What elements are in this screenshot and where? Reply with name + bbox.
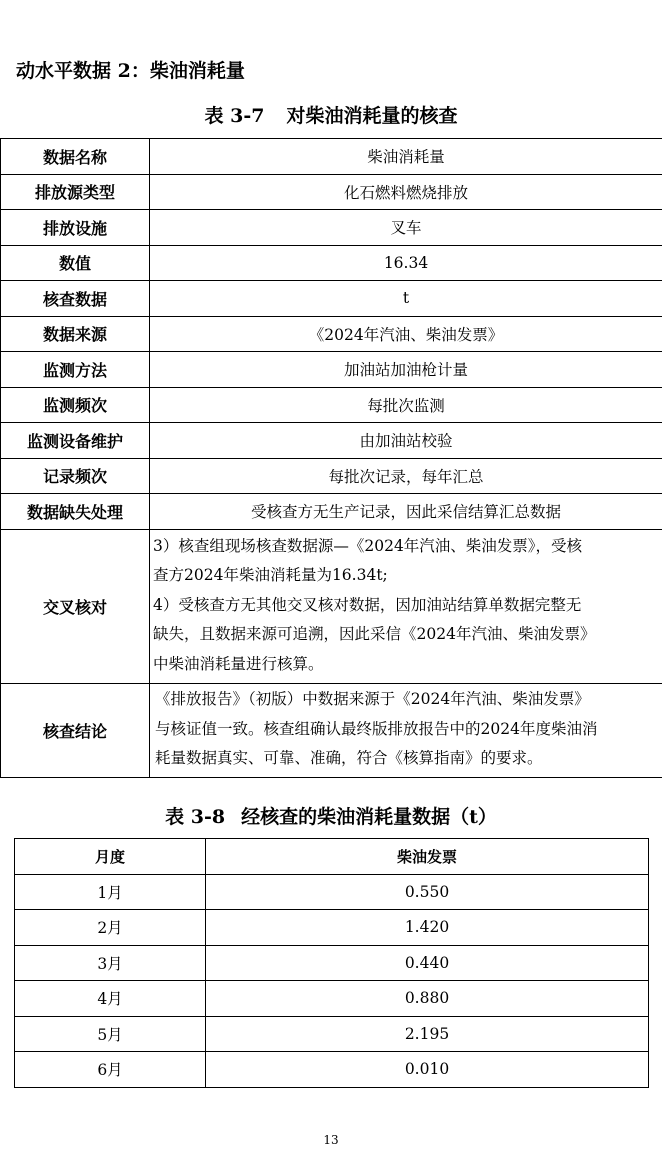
column-header-invoice: 柴油发票 [206,839,649,875]
cross-check-row [1,529,662,684]
conclusion-text [150,684,662,778]
table-3-7-number: 表 3-7 [204,105,265,127]
cross-check-line: 中柴油消耗量进行核算。 [153,654,324,673]
row-value: 化石燃料燃烧排放 [150,174,662,210]
column-header-month: 月度 [15,839,206,875]
table-row [1,316,662,352]
table-3-7-title: 对柴油消耗量的核查 [286,105,458,127]
page-number: 13 [323,1133,339,1147]
row-label: 记录频次 [1,458,150,494]
value-cell: 0.010 [206,1052,649,1088]
row-value: 每批次监测 [150,387,662,423]
conclusion-label: 核查结论 [1,684,150,778]
row-label: 数据来源 [1,316,150,352]
value-cell: 1.420 [206,910,649,946]
value-cell: 2.195 [206,1016,649,1052]
section-heading: 动水平数据 2：柴油消耗量 [16,60,245,82]
table-row [1,210,662,246]
month-cell: 1月 [15,874,206,910]
month-cell: 6月 [15,1052,206,1088]
table-header-row [15,839,649,875]
table-row [1,458,662,494]
row-value: 柴油消耗量 [150,139,662,175]
table-row [1,494,662,530]
conclusion-line: 耗量数据真实、可靠、准确，符合《核算指南》的要求。 [155,749,543,767]
row-value: 16.34 [150,245,662,281]
table-row [1,281,662,317]
row-label: 数据名称 [1,139,150,175]
value-cell: 0.440 [206,945,649,981]
row-value: 《2024年汽油、柴油发票》 [150,316,662,352]
row-value: 由加油站校验 [150,423,662,459]
table-row [15,981,649,1017]
row-label: 核查数据 [1,281,150,317]
cross-check-line: 查方2024年柴油消耗量为16.34t; [153,566,388,584]
row-value: t [150,281,662,317]
table-row [15,1052,649,1088]
table-row [1,245,662,281]
table-row [15,1016,649,1052]
row-label: 排放设施 [1,210,150,246]
table-3-8-number: 表 3-8 [165,806,226,828]
value-cell: 0.550 [206,874,649,910]
conclusion-line: 《排放报告》（初版）中数据来源于《2024年汽油、柴油发票》 [155,690,590,708]
row-label: 监测设备维护 [1,423,150,459]
table-row [1,139,662,175]
month-cell: 3月 [15,945,206,981]
row-label: 排放源类型 [1,174,150,210]
cross-check-text [150,529,662,684]
cross-check-line: 3）核查组现场核查数据源—《2024年汽油、柴油发票》，受核 [153,536,583,555]
cross-check-line: 4）受核查方无其他交叉核对数据，因加油站结算单数据完整无 [153,595,582,614]
table-row [1,387,662,423]
row-value: 受核查方无生产记录，因此采信结算汇总数据 [150,494,662,530]
conclusion-row [1,684,662,778]
table-row [15,874,649,910]
row-value: 加油站加油枪计量 [150,352,662,388]
table-row [1,352,662,388]
row-value: 叉车 [150,210,662,246]
verification-table [0,138,662,778]
table-row [1,174,662,210]
table-3-8-caption [0,802,662,829]
cross-check-label: 交叉核对 [1,529,150,684]
conclusion-line: 与核证值一致。核查组确认最终版排放报告中的2024年度柴油消 [155,719,598,738]
table-row [1,423,662,459]
table-3-8-title: 经核查的柴油消耗量数据（t） [241,806,497,828]
monthly-diesel-table [14,838,649,1088]
table-row [15,945,649,981]
month-cell: 5月 [15,1016,206,1052]
table-row [15,910,649,946]
row-label: 监测方法 [1,352,150,388]
table-3-7-caption [0,101,662,128]
month-cell: 2月 [15,910,206,946]
row-label: 数值 [1,245,150,281]
value-cell: 0.880 [206,981,649,1017]
row-value: 每批次记录，每年汇总 [150,458,662,494]
row-label: 数据缺失处理 [1,494,150,530]
cross-check-line: 缺失，且数据来源可追溯，因此采信《2024年汽油、柴油发票》 [153,625,596,643]
month-cell: 4月 [15,981,206,1017]
row-label: 监测频次 [1,387,150,423]
